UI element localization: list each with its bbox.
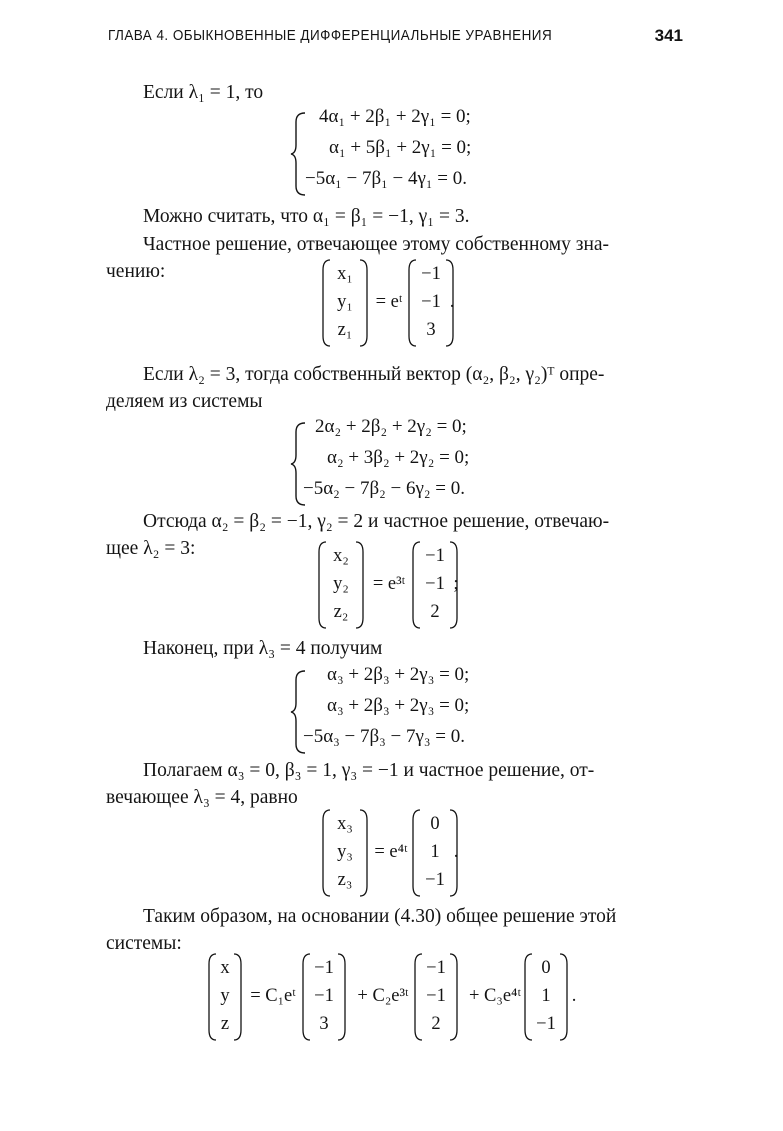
system-equation: −5α₃ − 7β₃ − 7γ₃ = 0. (303, 726, 466, 747)
vector-entry: y₂ (333, 574, 349, 594)
system-equation: −5α₁ − 7β₁ − 4γ₁ = 0. (305, 168, 468, 189)
vector-entry: z₂ (333, 602, 349, 622)
vector-entry: −1 (426, 958, 446, 978)
vector-entry: 2 (431, 1014, 441, 1034)
vector-entry: −1 (426, 986, 446, 1006)
vector-entry: 0 (541, 958, 551, 978)
paragraph-lambda3: Наконец, при λ₃ = 4 получим (143, 638, 383, 659)
vector-entry: 3 (319, 1014, 329, 1034)
factor: = eᵗ (375, 292, 403, 312)
vector-equation-1 (322, 258, 482, 348)
paragraph-particular-1b: чению: (106, 261, 166, 282)
term-3-factor: + C₃e⁴ᵗ (468, 986, 522, 1006)
chapter-title: ГЛАВА 4. ОБЫКНОВЕННЫЕ ДИФФЕРЕНЦИАЛЬНЫЕ УРАВНЕНИЯ (108, 28, 553, 44)
vector-entry: −1 (421, 292, 441, 312)
vector-entry: −1 (425, 870, 445, 890)
vector-entry: 0 (430, 814, 440, 834)
factor: = e⁴ᵗ (374, 842, 408, 862)
paragraph-general-a: Таким образом, на основании (4.30) общее решение этой (143, 906, 617, 927)
system-equation: α₁ + 5β₁ + 2γ₁ = 0; (329, 137, 472, 158)
paragraph-lambda2a: Если λ₂ = 3, тогда собственный вектор (α₂, β₂, γ₂)ᵀ опре- (143, 364, 605, 385)
system-equation: α₃ + 2β₃ + 2γ₃ = 0; (327, 664, 470, 685)
vector-equation-2 (318, 540, 488, 630)
vector-entry: −1 (425, 546, 445, 566)
paragraph-lambda1: Если λ₁ = 1, то (143, 82, 264, 103)
vector-entry: −1 (536, 1014, 556, 1034)
vector-equation-3 (322, 808, 492, 898)
system-equation: α₂ + 3β₂ + 2γ₂ = 0; (327, 447, 470, 468)
vector-entry: y₁ (337, 292, 353, 312)
vector-entry: y₃ (337, 842, 353, 862)
vector-entry: 3 (426, 320, 436, 340)
general-solution (208, 952, 588, 1042)
term-2-factor: + C₂e³ᵗ (357, 986, 409, 1006)
vector-entry: 1 (430, 842, 440, 862)
vector-entry: −1 (421, 264, 441, 284)
system-equation: 2α₂ + 2β₂ + 2γ₂ = 0; (315, 416, 467, 437)
vector-entry: z₁ (337, 320, 353, 340)
system-equation: −5α₂ − 7β₂ − 6γ₂ = 0. (303, 478, 466, 499)
paragraph-solution-3b: вечающее λ₃ = 4, равно (106, 787, 298, 808)
term-1-factor: = C₁eᵗ (250, 986, 296, 1006)
vector-entry: −1 (314, 986, 334, 1006)
paragraph-solution-1: Можно считать, что α₁ = β₁ = −1, γ₁ = 3. (143, 206, 470, 227)
punctuation: . (449, 292, 455, 312)
page-number: 341 (654, 26, 683, 45)
running-header (108, 26, 683, 50)
paragraph-particular-1a: Частное решение, отвечающее этому собственному зна- (143, 234, 610, 255)
paragraph-lambda2b: деляем из системы (106, 391, 263, 412)
paragraph-solution-2b: щее λ₂ = 3: (106, 538, 196, 559)
punctuation: ; (453, 574, 459, 594)
vector-entry: x₃ (337, 814, 353, 834)
vector-entry: x (220, 958, 230, 978)
factor: = e³ᵗ (372, 574, 406, 594)
vector-entry: x₂ (333, 546, 349, 566)
vector-entry: −1 (314, 958, 334, 978)
punctuation: . (453, 842, 459, 862)
vector-entry: 2 (430, 602, 440, 622)
system-equation: α₃ + 2β₃ + 2γ₃ = 0; (327, 695, 470, 716)
vector-entry: z (220, 1014, 230, 1034)
system-equation: 4α₁ + 2β₁ + 2γ₁ = 0; (319, 106, 471, 127)
vector-entry: y (220, 986, 230, 1006)
paragraph-solution-3a: Полагаем α₃ = 0, β₃ = 1, γ₃ = −1 и частное решение, от- (143, 760, 595, 781)
vector-entry: 1 (541, 986, 551, 1006)
vector-entry: x₁ (337, 264, 353, 284)
paragraph-general-b: системы: (106, 933, 182, 954)
paragraph-solution-2a: Отсюда α₂ = β₂ = −1, γ₂ = 2 и частное решение, отвечаю- (143, 511, 610, 532)
vector-entry: −1 (425, 574, 445, 594)
punctuation: . (571, 986, 577, 1006)
vector-entry: z₃ (337, 870, 353, 890)
